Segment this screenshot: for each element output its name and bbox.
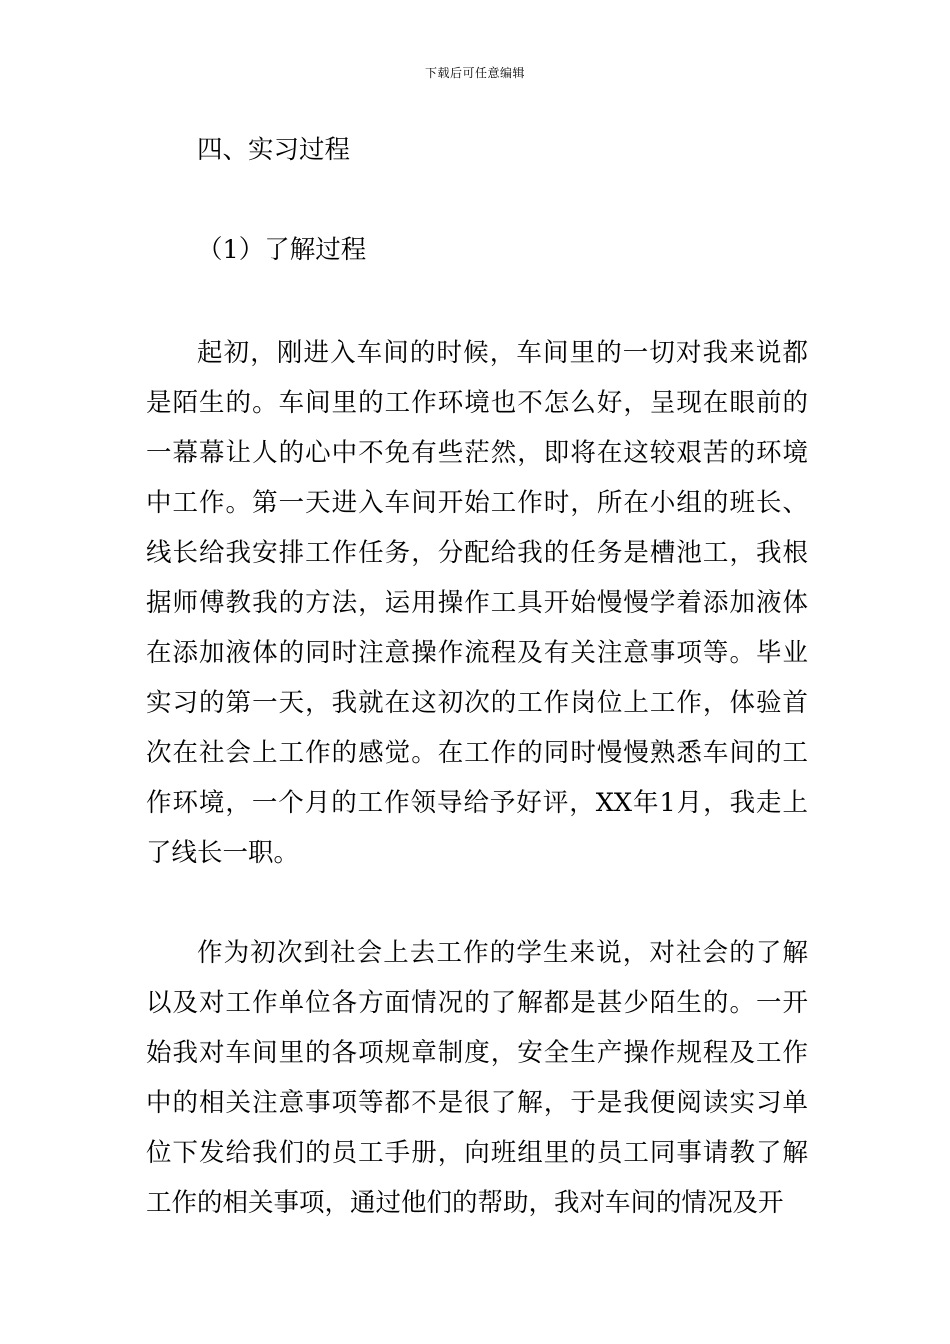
document-body <box>146 128 808 1228</box>
paragraph-1: 起初，刚进入车间的时候，车间里的一切对我来说都是陌生的。车间里的工作环境也不怎么好，呈现在眼前的一幕幕让人的心中不免有些茫然，即将在这较艰苦的环境中工作。第一天进入车间开始工作时，所在小组的班长、线长给我安排工作任务，分配给我的任务是槽池工，我根据师傅教我的方法，运用操作工具开始慢慢学着添加液体在添加液体的同时注意操作流程及有关注意事项等。毕业实习的第一天，我就在这初次的工作岗位上工作，体验首次在社会上工作的感觉。在工作的同时慢慢熟悉车间的工作环境，一个月的工作领导给予好评，XX年1月，我走上了线长一职。 <box>146 338 808 868</box>
subsection-title: （1）了解过程 <box>197 235 367 265</box>
page-header-note: 下载后可任意编辑 <box>424 66 525 80</box>
paragraph-2: 作为初次到社会上去工作的学生来说，对社会的了解以及对工作单位各方面情况的了解都是甚少陌生的。一开始我对车间里的各项规章制度，安全生产操作规程及工作中的相关注意事项等都不是很了解，于是我便阅读实习单位下发给我们的员工手册，向班组里的员工同事请教了解工作的相关事项，通过他们的帮助，我对车间的情况及开 <box>146 938 808 1218</box>
section-title: 四、实习过程 <box>197 135 351 165</box>
